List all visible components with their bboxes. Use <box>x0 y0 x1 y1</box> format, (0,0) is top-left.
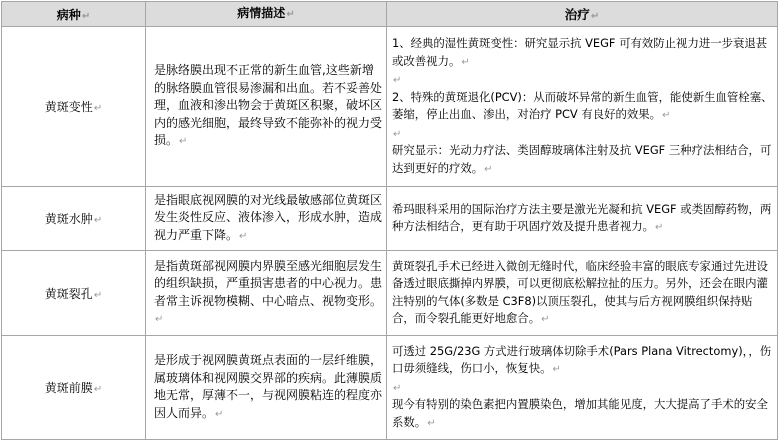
table-header-row <box>2 2 778 27</box>
paragraph-mark: ↵ <box>93 289 103 301</box>
treatment-paragraph <box>392 201 773 237</box>
treatment-text: 2、特殊的黄斑退化(PCV)：从而破坏异常的新生血管，能使新生血管栓塞、萎缩，停止出血、渗出，对治疗 PCV 有良好的效果。 <box>392 89 773 121</box>
paragraph-mark: ↵ <box>427 417 436 429</box>
disease-cell <box>2 27 146 187</box>
treatment-text: 1、经典的湿性黄斑变性：研究显示抗 VEGF 可有效防止视力进一步衰退甚或改善视力。 <box>392 36 768 68</box>
paragraph-mark: ↵ <box>393 382 402 394</box>
table-row <box>2 336 778 440</box>
treatment-paragraph <box>392 258 773 329</box>
treatment-text: 现今有特别的染色素把内置膜染色，增加其能见度，大大提高了手术的安全系数。 <box>392 397 768 429</box>
treatment-paragraph <box>392 142 773 178</box>
description-cell <box>146 251 387 336</box>
paragraph-mark: ↵ <box>590 11 600 22</box>
description-text: 是指眼底视网膜的对光线最敏感部位黄斑区发生炎性反应、液体渗入，形成水肿，造成视力严重下降。 <box>154 192 383 242</box>
paragraph-mark: ↵ <box>655 222 664 233</box>
header-description-label: 病情描述 <box>237 5 286 20</box>
treatment-blank-line <box>392 71 773 89</box>
paragraph-mark: ↵ <box>552 364 561 376</box>
description-text: 是脉络膜出现不正常的新生血管,这些新增的脉络膜血管很易渗漏和出血。若不妥善处理，血液和渗出物会于黄斑区积聚，破坏区内的感光细胞，最终导致不能弥补的视力受损。 <box>154 63 383 148</box>
description-text: 是指黄斑部视网膜内界膜至感光细胞层发生的组织缺损，严重损害患者的中心视力。患者常主诉视物模糊、中心暗点、视物变形。 <box>154 258 383 308</box>
treatment-cell <box>387 27 778 187</box>
treatment-blank-line <box>392 125 773 143</box>
description-cell <box>146 27 387 187</box>
treatment-text: 研究显示：光动力疗法、类固醇玻璃体注射及抗 VEGF 三种疗法相结合，可达到更好的疗效。 <box>392 143 772 175</box>
paragraph-mark: ↵ <box>93 384 103 395</box>
table-row <box>2 251 778 336</box>
treatment-text: 希玛眼科采用的国际治疗方法主要是激光光凝和抗 VEGF 或类固醇药物，两种方法相结合，更有助于巩固疗效及提升患者视力。 <box>392 201 772 233</box>
header-treatment <box>387 2 778 27</box>
paragraph-mark: ↵ <box>662 110 671 121</box>
treatment-paragraph <box>392 89 773 125</box>
disease-name: 黄斑水肿 <box>44 212 93 226</box>
paragraph-mark: ↵ <box>393 128 402 140</box>
description-cell <box>146 187 387 251</box>
treatment-cell <box>387 336 778 440</box>
paragraph-mark: ↵ <box>215 408 224 420</box>
disease-name: 黄斑前膜 <box>44 381 93 395</box>
treatment-text: 可透过 25G/23G 方式进行玻璃体切除手术(Pars Plana Vitrectomy)，，伤口毋须缝线，伤口小，恢复快。 <box>392 343 772 376</box>
paragraph-mark: ↵ <box>93 215 103 226</box>
disease-cell <box>2 336 146 440</box>
paragraph-mark: ↵ <box>393 75 402 86</box>
disease-cell <box>2 251 146 336</box>
paragraph-mark: ↵ <box>541 314 550 325</box>
disease-table <box>1 1 778 440</box>
treatment-cell <box>387 251 778 336</box>
paragraph-mark: ↵ <box>461 56 470 68</box>
disease-name: 黄斑变性 <box>44 100 93 114</box>
header-treatment-label: 治疗 <box>564 7 590 22</box>
table-row <box>2 27 778 187</box>
description-cell <box>146 336 387 440</box>
paragraph-mark: ↵ <box>239 230 248 242</box>
header-description <box>146 2 387 27</box>
treatment-cell <box>387 187 778 251</box>
paragraph-mark: ↵ <box>179 136 188 148</box>
header-disease <box>2 2 146 27</box>
paragraph-mark: ↵ <box>93 103 103 114</box>
paragraph-mark: ↵ <box>484 163 493 175</box>
treatment-paragraph <box>392 343 773 379</box>
paragraph-mark: ↵ <box>286 8 295 20</box>
disease-name: 黄斑裂孔 <box>44 286 93 301</box>
header-disease-label: 病种 <box>56 7 81 22</box>
paragraph-mark: ↵ <box>155 314 164 325</box>
paragraph-mark: ↵ <box>81 10 91 22</box>
disease-cell <box>2 187 146 251</box>
treatment-blank-line <box>392 379 773 397</box>
treatment-paragraph <box>392 35 773 71</box>
table-row <box>2 187 778 251</box>
treatment-text: 黄斑裂孔手术已经进入微创无缝时代，临床经验丰富的眼底专家通过先进设备透过眼底撕掉内界膜，可以更彻底松解拉扯的压力。另外，还会在眼内灌注特别的气体(多数是 C3F8)以顶压裂孔，使其与后方视网膜组织保持贴合，而令裂孔能更好地愈合。 <box>392 258 768 325</box>
treatment-paragraph <box>392 396 773 432</box>
description-text: 是形成于视网膜黄斑点表面的一层纤维膜，属玻璃体和视网膜交界部的疾病。此薄膜质地无常，厚薄不一，与视网膜粘连的程度亦因人而异。 <box>154 353 383 420</box>
